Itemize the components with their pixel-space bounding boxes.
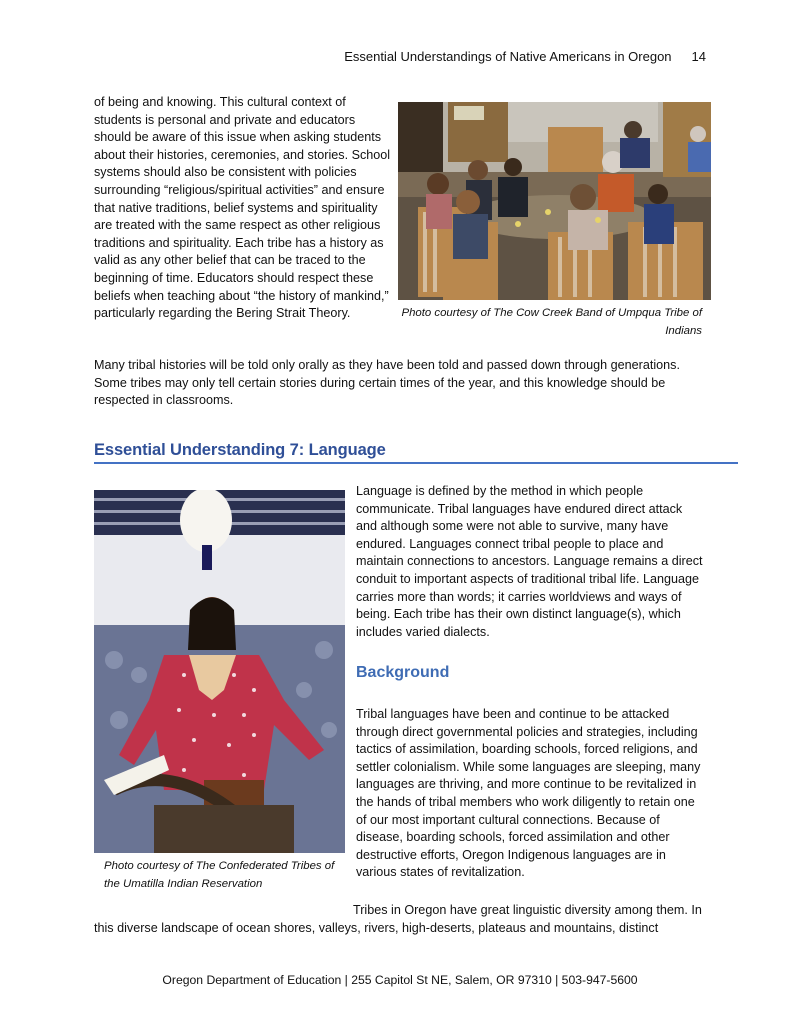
tribes-paragraph: Tribes in Oregon have great linguistic diversity among them. In this diverse landscape of ocean shores, valleys, rivers, high-deserts, plateaus and mountains, distinct	[94, 903, 702, 935]
background-subheading: Background	[356, 664, 450, 681]
classroom-photo	[398, 102, 711, 300]
page-number: 14	[691, 49, 706, 64]
heading-underline	[94, 462, 738, 464]
oral-histories-paragraph: Many tribal histories will be told only orally as they have been told and passed down through generations. Some tribes may only tell certain stories during certain times of the year, and this knowledge should be respected in classrooms.	[94, 358, 680, 408]
intro-paragraph: of being and knowing. This cultural context of students is personal and private and educators should be aware of this issue when asking students about their histories, ceremonies, and stories. School systems should also be consistent with policies surrounding “religious/spiritual activities” and ensure that native traditions, belief systems and spirituality are treated with the same respect as other religious traditions and spirituality. Each tribe has a history as valid as any other belief that can be traced to the beginning of time. Educators should respect these beliefs when teaching about “the history of mankind,” particularly regarding the Bering Strait Theory.	[94, 95, 391, 321]
background-paragraph: Tribal languages have been and continue to be attacked through direct governmental policies and strategies, including tactics of assimilation, boarding schools, forced religions, and settler colonialism. While some languages are sleeping, many languages are thriving, and more continue to be revitalized in the hands of tribal members who work diligently to retain one of our most important cultural connections. Because of disease, boarding schools, forced assimilation and other destructive efforts, Oregon Indigenous languages are in various states of revitalization.	[356, 707, 701, 880]
photo2-caption: Photo courtesy of The Confederated Tribes of the Umatilla Indian Reservation	[104, 860, 335, 890]
header-title: Essential Understandings of Native Americans in Oregon	[344, 49, 672, 64]
language-paragraph: Language is defined by the method in which people communicate. Tribal languages have endured direct attack and although some were not able to survive, many have endured. Languages connect tribal people to place and maintain connections to ancestors. Language remains a direct conduit to important aspects of traditional tribal life. Language carries more than words; it carries worldviews and ways of being. Each tribe has their own distinct language(s), which includes varied dialects.	[356, 484, 703, 639]
section-heading: Essential Understanding 7: Language	[94, 441, 386, 459]
page-footer: Oregon Department of Education | 255 Capitol St NE, Salem, OR 97310 | 503-947-5600	[162, 973, 638, 987]
running-header	[344, 49, 706, 64]
dancer-photo	[94, 490, 345, 853]
photo1-caption: Photo courtesy of The Cow Creek Band of Umpqua Tribe of Indians	[401, 307, 702, 337]
